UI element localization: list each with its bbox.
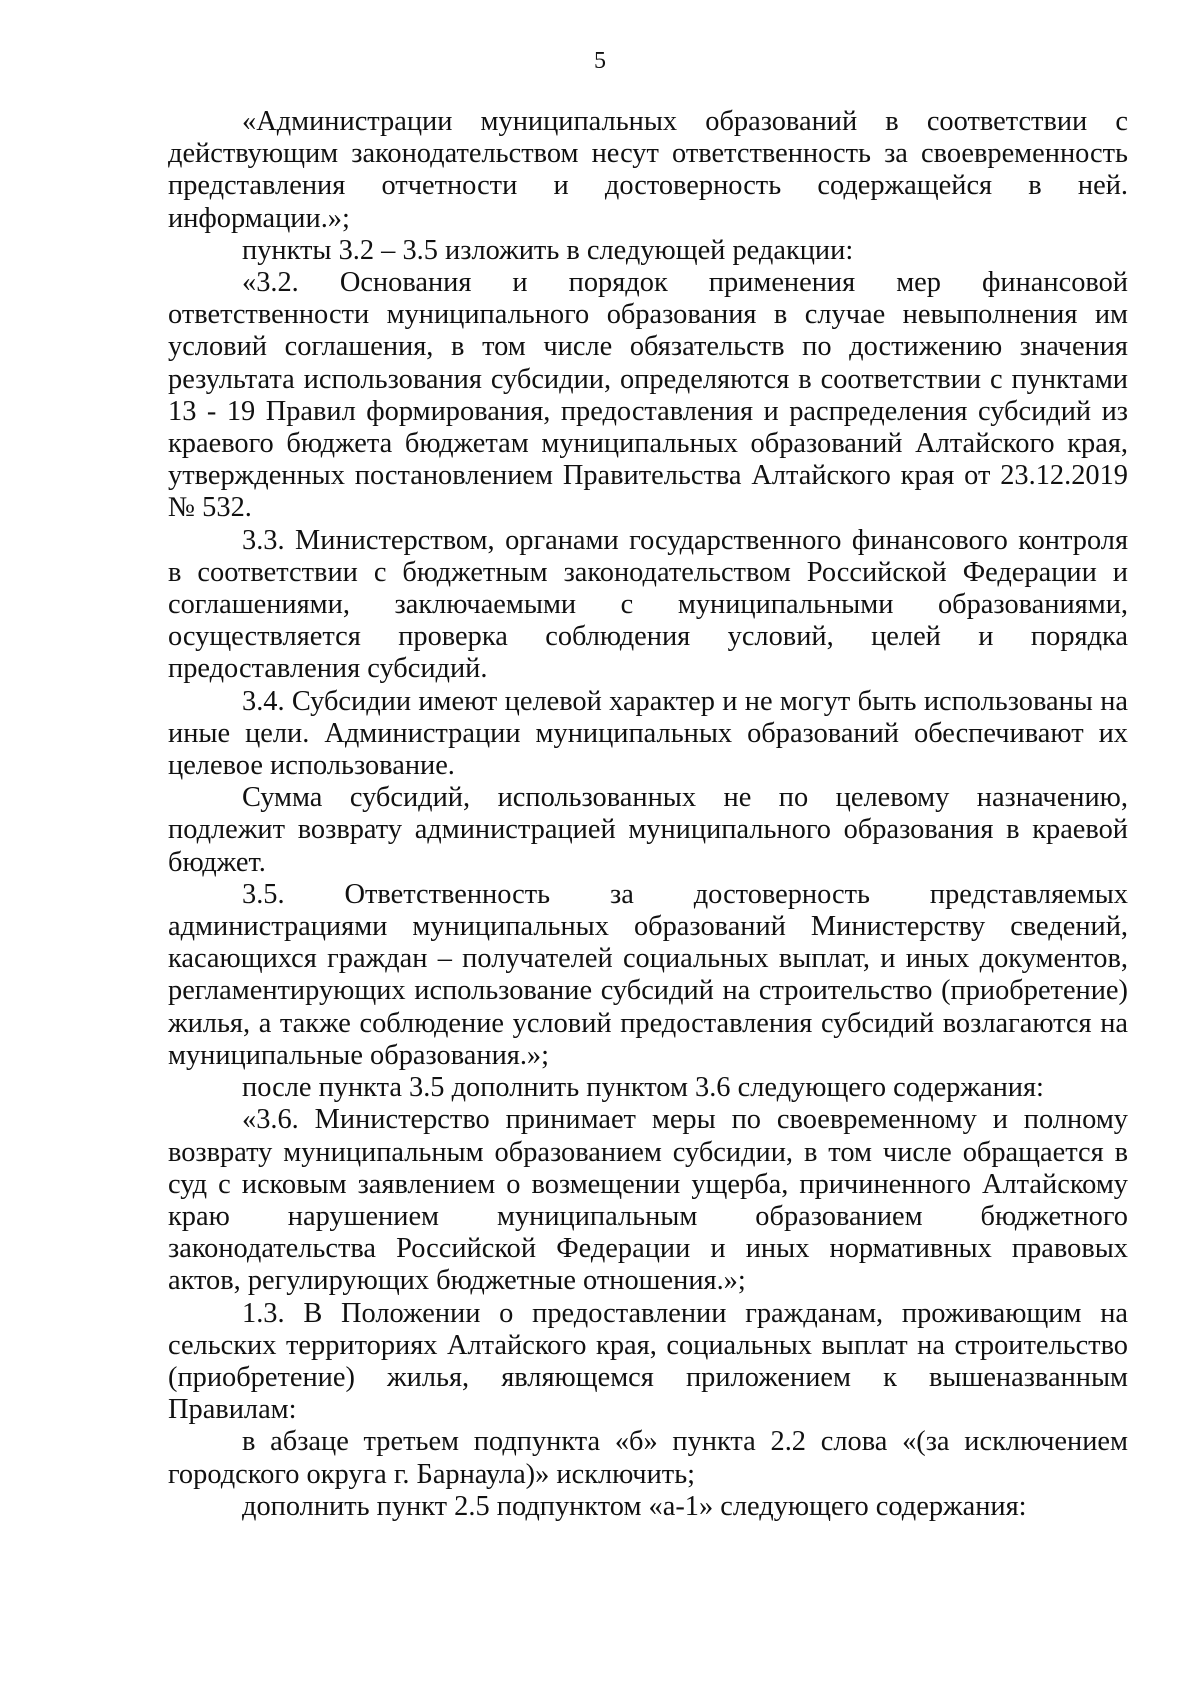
paragraph: Сумма субсидий, использованных не по целевому назначению, подлежит возврату администрацией муниципального образования в краевой бюджет. [168,782,1128,878]
paragraph: 1.3. В Положении о предоставлении гражданам, проживающим на сельских территориях Алтайского края, социальных выплат на строительство (приобретение) жилья, являющемся приложением к вышеназванным Правилам: [168,1297,1128,1426]
paragraph: 3.4. Субсидии имеют целевой характер и не могут быть использованы на иные цели. Администрации муниципальных образований обеспечивают их целевое использование. [168,685,1128,782]
paragraph: после пункта 3.5 дополнить пунктом 3.6 следующего содержания: [242,1072,1044,1104]
paragraph: «Администрации муниципальных образований в соответствии с действующим законодательством несут ответственность за своевременность представления отчетности и достоверность содержащейся в ней. информации.»; [168,106,1128,234]
paragraph: дополнить пункт 2.5 подпунктом «а-1» следующего содержания: [242,1490,1027,1522]
paragraph: 3.3. Министерством, органами государственного финансового контроля в соответствии с бюджетным законодательством Российской Федерации и соглашениями, заключаемыми с муниципальными образованиями, осуществляется проверка соблюдения условий, целей и порядка предоставления субсидий. [168,524,1128,685]
paragraph: «3.6. Министерство принимает меры по своевременному и полному возврату муниципальным образованием субсидии, в том числе обращается в суд с исковым заявлением о возмещении ущерба, причиненного Алтайскому краю нарушением муниципальным образованием бюджетного законодательства Российской Федерации и иных нормативных правовых актов, регулирующих бюджетные отношения.»; [168,1104,1128,1297]
paragraph: «3.2. Основания и порядок применения мер финансовой ответственности муниципального образования в случае невыполнения им условий соглашения, в том числе обязательств по достижению значения результата использования субсидии, определяются в соответствии с пунктами 13 - 19 Правил формирования, предоставления и распределения субсидий из краевого бюджета бюджетам муниципальных образований Алтайского края, утвержденных постановлением Правительства Алтайского края от 23.12.2019 № 532. [168,267,1128,524]
paragraph: в абзаце третьем подпункта «б» пункта 2.2 слова «(за исключением городского округа г. Барнаула)» исключить; [168,1426,1128,1490]
paragraph: пункты 3.2 – 3.5 изложить в следующей редакции: [242,234,854,266]
paragraph: 3.5. Ответственность за достоверность представляемых администрациями муниципальных образований Министерству сведений, касающихся граждан – получателей социальных выплат, и иных документов, регламентирующих использование субсидий на строительство (приобретение) жилья, а также соблюдение условий предоставления субсидий возлагаются на муниципальные образования.»; [168,878,1128,1071]
page-number: 5 [594,48,606,74]
document-body [168,106,1128,1523]
